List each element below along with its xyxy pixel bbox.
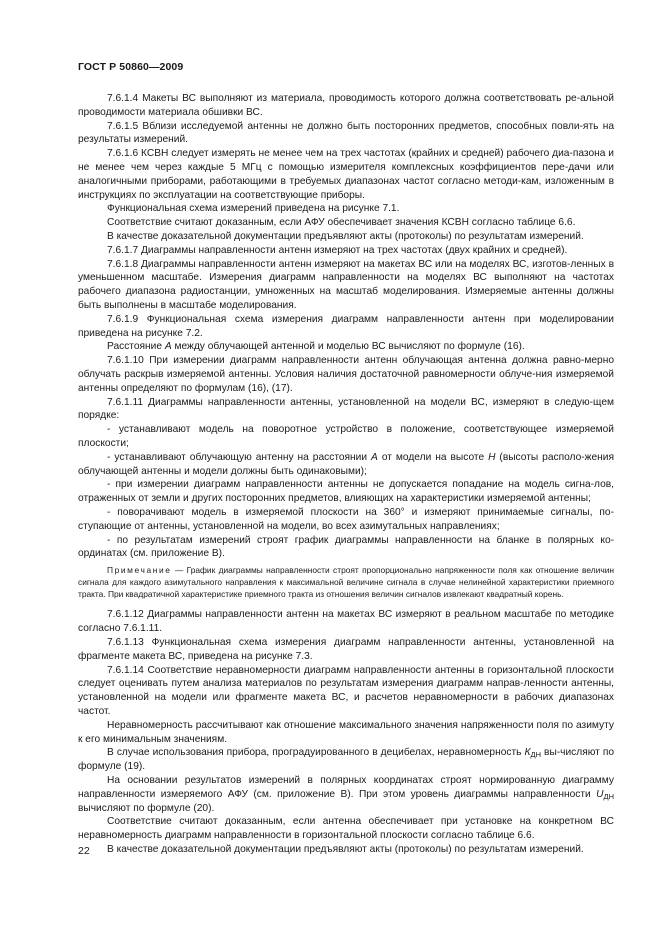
- paragraph-7-6-1-6: 7.6.1.6 КСВН следует измерять не менее чем на трех частотах (крайних и средней) рабочего диа-пазона и не менее чем через каждые 5 МГц с помощью измерителя комплексных коэффициентов пере-дачи или аналогичными приборами, работающими в требуемых диапазонах частот согласно методи-кам, изложенным в инструкциях по эксплуатации на соответствующие приборы.: [78, 148, 614, 201]
- variable-u: U: [596, 788, 604, 800]
- paragraph-distance-a: [78, 340, 614, 354]
- note-text: — График диаграммы направленности строят пропорционально напряженности поля как отношение величин сигнала для каждого азимутального направления к максимальной величине сигнала в случае нелинейной характеристики приемного тракта. При квадратичной характеристике приемного тракта из отношения величин сигналов извлекают квадратный корень.: [78, 565, 614, 599]
- page-number: 22: [78, 845, 90, 857]
- paragraph-decibel-k: [78, 746, 614, 774]
- list-item-rotate-model: - поворачивают модель в измеряемой плоскости на 360° и измеряют принимаемые сигналы, по-ступающие от антенны, установленной на модели, во всех азимутальных направлениях;: [78, 506, 614, 532]
- list-item-install-model: - устанавливают модель на поворотное устройство в положение, соответствующее измеряемой плоскости;: [78, 424, 614, 449]
- text-segment: Расстояние: [107, 341, 165, 353]
- paragraph-7-6-1-7: 7.6.1.7 Диаграммы направленности антенн измеряют на трех частотах (двух крайних и средней).: [107, 244, 568, 256]
- paragraph-evidence-1: В качестве доказательной документации предъявляют акты (протоколы) по результатам измерений.: [107, 230, 584, 242]
- note: [78, 565, 614, 600]
- subscript-dn: ДН: [530, 750, 541, 760]
- paragraph-7-6-1-9: 7.6.1.9 Функциональная схема измерения диаграмм направленности антенн при моделировании приведена на рисунке 7.2.: [78, 313, 614, 339]
- variable-a: А: [371, 451, 378, 463]
- paragraph-7-6-1-12: 7.6.1.12 Диаграммы направленности антенн на макетах ВС измеряют в реальном масштабе по методике согласно 7.6.1.11.: [78, 609, 614, 635]
- paragraph-7-6-1-8: 7.6.1.8 Диаграммы направленности антенн измеряют на макетах ВС или на моделях ВС, изготов-ленных в уменьшенном масштабе. Измерения диаграмм направленности на моделях ВС выполняют на частотах рабочего диапазона радиостанции, умноженных на масштаб моделирования. Измеряемые антенны должны быть выполнены в масштабе моделирования.: [78, 258, 614, 311]
- subscript-dn: ДН: [603, 791, 614, 801]
- document-header: ГОСТ Р 50860—2009: [78, 61, 184, 73]
- variable-a: А: [164, 341, 172, 353]
- variable-k: К: [524, 747, 531, 759]
- paragraph-7-6-1-4: 7.6.1.4 Макеты ВС выполняют из материала, проводимость которого должна соответствовать ре-альной проводимости материала обшивки ВС.: [78, 93, 614, 118]
- variable-h: Н: [488, 451, 496, 463]
- text-segment: - устанавливают облучающую антенну на расстоянии: [107, 451, 372, 463]
- document-body: [78, 92, 614, 857]
- list-item-reflections: - при измерении диаграмм направленности антенны не допускается попадание на модель сигна-лов, отраженных от земли и других посторонних предметов, влияющих на характеристики измеряемой антенны;: [78, 479, 614, 505]
- paragraph-7-6-1-11: 7.6.1.11 Диаграммы направленности антенны, установленной на модели ВС, измеряют в следую-щем порядке:: [78, 396, 614, 422]
- text-segment: На основании результатов измерений в полярных координатах строят нормированную диаграмму направленности измеряемого АФУ (см. приложение В). При этом уровень диаграммы направленности: [78, 775, 614, 800]
- text-segment: вы-числяют по формуле (19).: [78, 747, 614, 773]
- text-segment: между облучающей антенной и моделью ВС вычисляют по формуле (16).: [171, 341, 525, 353]
- paragraph-figure-7-1: Функциональная схема измерений приведена на рисунке 7.1.: [107, 203, 400, 215]
- paragraph-nonuniformity: Неравномерность рассчитывают как отношение максимального значения напряженности поля по азимуту к его минимальным значениям.: [78, 719, 614, 745]
- text-segment: В случае использования прибора, проградуированного в децибелах, неравномерность: [107, 747, 525, 759]
- paragraph-compliance-vswr: Соответствие считают доказанным, если АФУ обеспечивает значения КСВН согласно таблице 6.6.: [107, 217, 576, 229]
- paragraph-7-6-1-13: 7.6.1.13 Функциональная схема измерения диаграмм направленности антенны, установленной на фрагменте макета ВС, приведена на рисунке 7.3.: [78, 637, 614, 662]
- paragraph-compliance-pattern: Соответствие считают доказанным, если антенна обеспечивает при установке на конкретном ВС неравномерность диаграмм направленности в горизонтальной плоскости согласно таблице 6.6.: [78, 816, 614, 842]
- paragraph-7-6-1-10: 7.6.1.10 При измерении диаграмм направленности антенн облучающая антенна должна равно-мерно облучать раскрыв измеряемой антенны. Условия наличия достаточной равномерности облуче-ния измеряемой антенны определяют по формулам (16), (17).: [78, 355, 614, 394]
- paragraph-polar-u: [78, 774, 614, 815]
- text-segment: вычисляют по формуле (20).: [78, 802, 215, 814]
- text-segment: от модели на высоте: [377, 451, 489, 463]
- list-item-plot-diagram: - по результатам измерений строят график диаграммы направленности на бланке в полярных ко-ординатах (см. приложение В).: [78, 534, 614, 560]
- note-label: Примечание: [107, 565, 172, 576]
- paragraph-evidence-2: В качестве доказательной документации предъявляют акты (протоколы) по результатам измерений.: [107, 844, 584, 856]
- paragraph-7-6-1-14: 7.6.1.14 Соответствие неравномерности диаграмм направленности антенны в горизонтальной плоскости следует оценивать путем анализа материалов по результатам измерения диаграмм направ-ленности антенны, установленной на модели или фрагменте макета ВС, и расчетов неравномерности в рабочих диапазонах частот.: [78, 664, 614, 718]
- text-segment: (высоты располо-жения облучающей антенны и модели должны быть одинаковыми);: [78, 451, 614, 477]
- paragraph-7-6-1-5: 7.6.1.5 Вблизи исследуемой антенны не должно быть посторонних предметов, способных повли-ять на результаты измерений.: [78, 120, 614, 146]
- list-item-install-antenna: [78, 451, 614, 479]
